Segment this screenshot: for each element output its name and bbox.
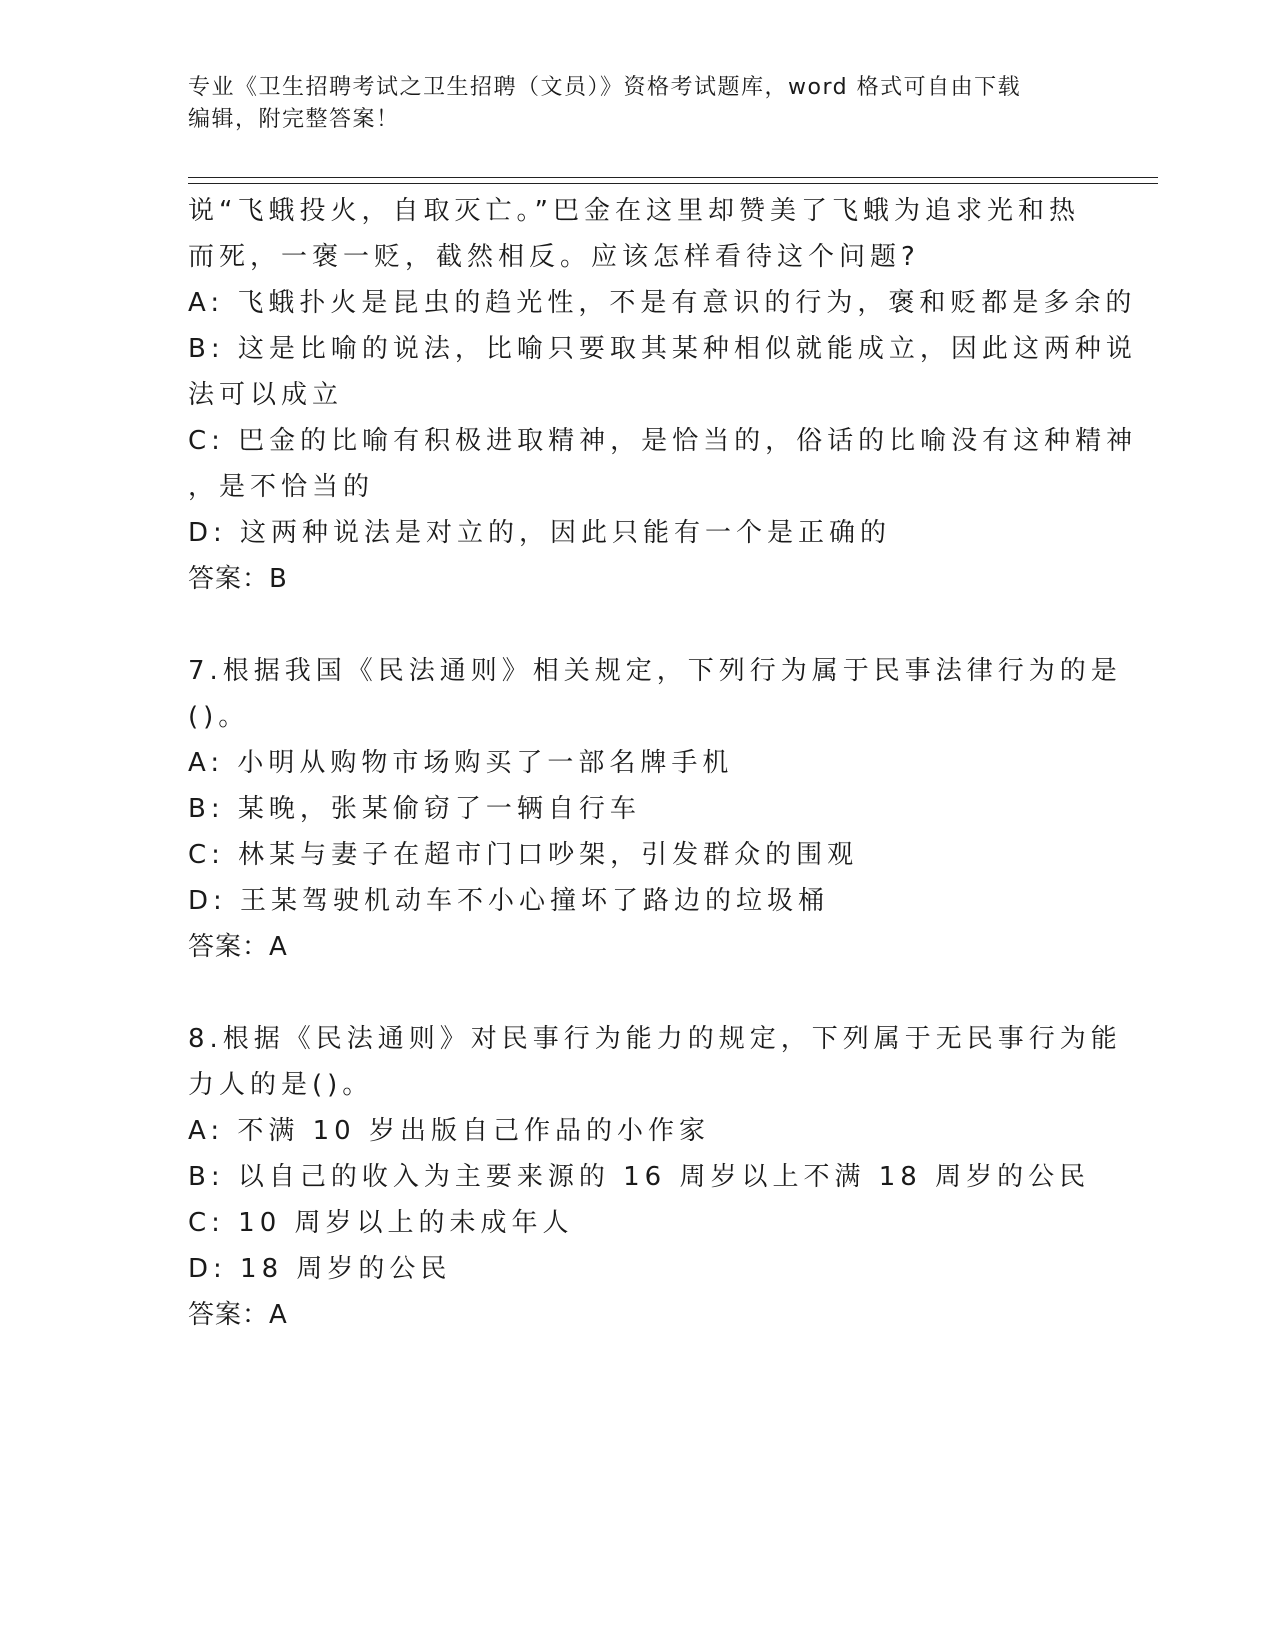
- question-7-option-c: C: 林某与妻子在超市门口吵架，引发群众的围观: [188, 840, 859, 870]
- question-spacer: [188, 970, 1088, 1016]
- document-body: [188, 188, 1138, 1338]
- header-line-2: 编辑，附完整答案！: [188, 107, 400, 132]
- question-6-option-a: A: 飞蛾扑火是昆虫的趋光性，不是有意识的行为，褒和贬都是多余的: [188, 288, 1137, 318]
- document-header: [188, 72, 1088, 136]
- question-7-answer: 答案：A: [188, 932, 288, 962]
- question-6-answer: 答案：B: [188, 564, 288, 594]
- question-8-stem-line-1: 8.根据《民法通则》对民事行为能力的规定，下列属于无民事行为能: [188, 1024, 1122, 1054]
- question-6-option-b-line-2: 法可以成立: [188, 380, 344, 410]
- question-6-option-c-line-2: ，是不恰当的: [188, 472, 375, 502]
- question-6-option-c-line-1: C: 巴金的比喻有积极进取精神，是恰当的，俗话的比喻没有这种精神: [188, 426, 1138, 456]
- question-7-option-a: A: 小明从购物市场购买了一部名牌手机: [188, 748, 734, 778]
- question-7-option-b: B: 某晚，张某偷窃了一辆自行车: [188, 794, 641, 824]
- question-spacer: [188, 602, 1088, 648]
- question-8-option-a: A: 不满 10 岁出版自己作品的小作家: [188, 1116, 710, 1146]
- question-8-answer: 答案：A: [188, 1300, 288, 1330]
- header-line-1: 专业《卫生招聘考试之卫生招聘（文员）》资格考试题库，word 格式可自由下载: [188, 75, 1022, 100]
- question-7-option-d: D: 王某驾驶机动车不小心撞坏了路边的垃圾桶: [188, 886, 830, 916]
- question-8-option-d: D: 18 周岁的公民: [188, 1254, 452, 1284]
- question-7: [188, 648, 1122, 970]
- question-6-option-b-line-1: B: 这是比喻的说法，比喻只要取其某种相似就能成立，因此这两种说: [188, 334, 1137, 364]
- header-divider-bottom: [188, 183, 1158, 184]
- question-7-stem-line-1: 7.根据我国《民法通则》相关规定，下列行为属于民事法律行为的是: [188, 656, 1122, 686]
- header-divider-top: [188, 177, 1158, 178]
- question-8: [188, 1016, 1122, 1338]
- question-8-stem-line-2: 力人的是()。: [188, 1070, 374, 1100]
- question-6-stem-line-1: 说“飞蛾投火，自取灭亡。”巴金在这里却赞美了飞蛾为追求光和热: [188, 196, 1080, 226]
- question-7-stem-line-2: ()。: [188, 702, 250, 732]
- question-6: [188, 188, 1138, 602]
- question-8-option-b: B: 以自己的收入为主要来源的 16 周岁以上不满 18 周岁的公民: [188, 1162, 1091, 1192]
- question-6-stem-line-2: 而死，一褒一贬，截然相反。应该怎样看待这个问题?: [188, 242, 920, 272]
- question-6-option-d: D: 这两种说法是对立的，因此只能有一个是正确的: [188, 518, 892, 548]
- question-8-option-c: C: 10 周岁以上的未成年人: [188, 1208, 574, 1238]
